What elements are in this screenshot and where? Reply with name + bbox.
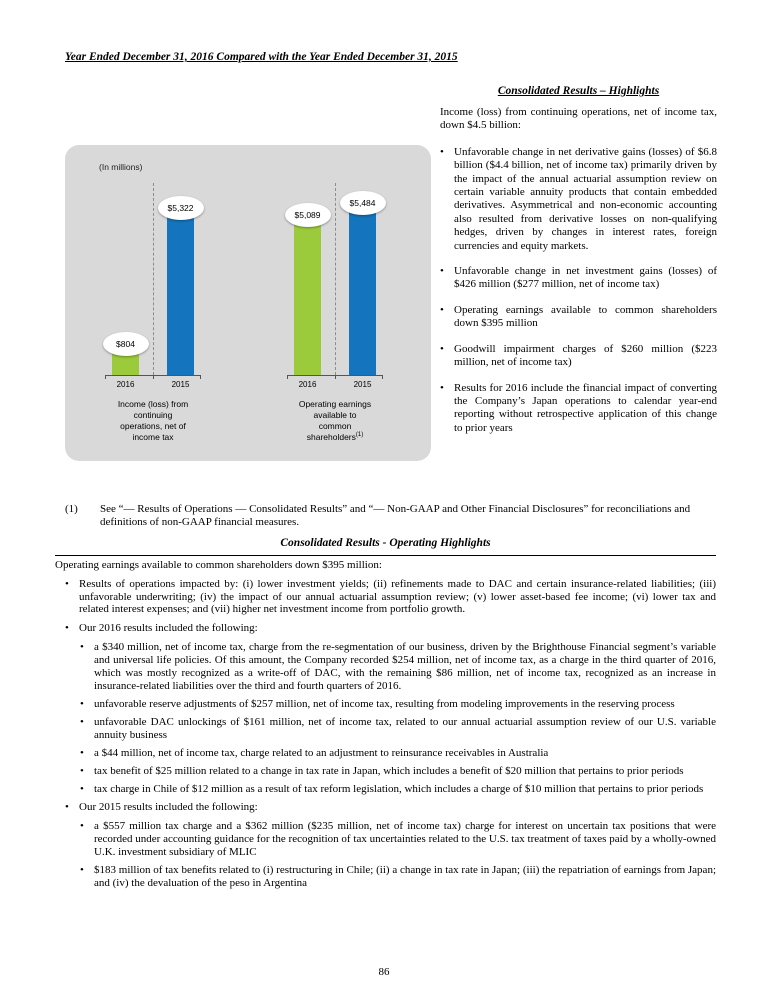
axis-tick bbox=[335, 375, 336, 379]
chart-group-1 bbox=[105, 183, 201, 455]
bullet-item bbox=[55, 765, 716, 778]
bullet-text: Unfavorable change in net derivative gains (losses) of $6.8 billion ($4.4 billion, net of income tax) primarily driven by the impact of the annual actuarial assumption review on certain variable annuity products that contain embedded derivatives. Asymmetrical and non-economic accounting also resulted from derivative losses on non-qualifying hedges, driven by changes in interest rates, foreign currencies and equity markets. bbox=[454, 145, 717, 252]
bullet-marker: • bbox=[440, 342, 444, 355]
year-label: 2015 bbox=[171, 380, 190, 389]
bullet-marker: • bbox=[80, 783, 84, 796]
bullet-text: tax benefit of $25 million related to a change in tax rate in Japan, which includes a benefit of $20 million that pertains to prior periods bbox=[94, 765, 684, 778]
bullet-text: Our 2016 results included the following: bbox=[79, 622, 258, 635]
axis-tick bbox=[200, 375, 201, 379]
dashed-gridline bbox=[153, 183, 154, 375]
value-bubble: $804 bbox=[103, 332, 149, 356]
footnote bbox=[65, 503, 717, 530]
year-label: 2016 bbox=[116, 380, 135, 389]
bullet-marker: • bbox=[65, 622, 69, 635]
dashed-gridline bbox=[335, 183, 336, 375]
bullet-marker: • bbox=[440, 303, 444, 316]
page-main-heading: Year Ended December 31, 2016 Compared with the Year Ended December 31, 2015 bbox=[65, 51, 458, 63]
bar-2015 bbox=[349, 210, 376, 375]
bullet-marker: • bbox=[65, 577, 69, 590]
bullet-marker: • bbox=[80, 747, 84, 760]
bullet-marker: • bbox=[440, 145, 444, 158]
chart-group-caption: Operating earnings available to common shareholders$^{(1)}$ bbox=[298, 399, 372, 442]
axis-tick bbox=[287, 375, 288, 379]
footnote-text: See “— Results of Operations — Consolidated Results” and “— Non-GAAP and Other Financial Disclosures” for reconciliations and definitions of non-GAAP financial measures. bbox=[100, 503, 691, 529]
chart-group-2 bbox=[287, 183, 383, 455]
axis-tick bbox=[153, 375, 154, 379]
bullet-marker: • bbox=[80, 820, 84, 833]
bullet-text: Our 2015 results included the following: bbox=[79, 801, 258, 814]
bullet-item bbox=[55, 641, 716, 693]
year-label: 2016 bbox=[298, 380, 317, 389]
bullet-text: a $557 million tax charge and a $362 million ($235 million, net of income tax) charge for interest on uncertain tax positions that were recorded under accounting guidance for the recognition of tax uncertainties related to the U.S. tax treatment of taxes paid by a wholly-owned U.K. investment subsidiary of MLIC bbox=[94, 820, 716, 858]
bullet-text: Results for 2016 include the financial impact of converting the Company’s Japan operations to calendar year-end reporting without retrospective application of this change to prior years bbox=[454, 381, 717, 434]
value-bubble: $5,484 bbox=[340, 191, 386, 215]
bar-2015 bbox=[167, 215, 194, 375]
bullet-item bbox=[440, 343, 717, 370]
bullet-text: a $340 million, net of income tax, charge from the re-segmentation of our business, driven by the Brighthouse Financial segment’s variable and universal life policies. Of this amount, the Company recorded $254 million, net of income tax, as a charge in the third quarter of 2016, which was mostly recognized as a write-off of DAC, with the remaining $86 million, net of income tax, recognized as an increase in insurance-related liabilities over the third and fourth quarters of 2016. bbox=[94, 641, 716, 693]
bullet-item bbox=[440, 146, 717, 253]
bullet-text: $183 million of tax benefits related to (i) restructuring in Chile; (ii) a change in tax rate in Japan; (iii) the repatriation of earnings from Japan; and (iv) the devaluation of the peso in Argentina bbox=[94, 863, 716, 889]
chart-units-label: (In millions) bbox=[99, 162, 143, 172]
operating-bullets bbox=[55, 578, 716, 890]
bullet-item bbox=[55, 698, 716, 711]
operating-intro: Operating earnings available to common shareholders down $395 million: bbox=[55, 558, 382, 571]
bullet-item bbox=[440, 382, 717, 436]
bullet-marker: • bbox=[440, 381, 444, 394]
operating-heading: Consolidated Results - Operating Highlights bbox=[55, 537, 716, 556]
highlights-heading: Consolidated Results – Highlights bbox=[497, 85, 660, 97]
highlights-intro: Income (loss) from continuing operations, net of income tax, down $4.5 billion: bbox=[440, 106, 717, 132]
bullet-text: Goodwill impairment charges of $260 million ($223 million, net of income tax) bbox=[454, 342, 717, 369]
bullet-marker: • bbox=[80, 698, 84, 711]
bullet-item bbox=[55, 622, 716, 635]
chart-group-caption: Income (loss) from continuing operations, net of income tax bbox=[117, 399, 189, 442]
footnote-marker: (1) bbox=[65, 503, 78, 515]
bullet-marker: • bbox=[65, 801, 69, 814]
bullet-text: unfavorable reserve adjustments of $257 million, net of income tax, resulting from modeling improvements in the reserving process bbox=[94, 698, 675, 711]
bullet-marker: • bbox=[80, 641, 84, 654]
bullet-item bbox=[55, 716, 716, 742]
value-bubble: $5,322 bbox=[158, 196, 204, 220]
bullet-text: Unfavorable change in net investment gains (losses) of $426 million ($277 million, net of income tax) bbox=[454, 265, 717, 291]
bar-chart-panel bbox=[65, 145, 431, 461]
bullet-text: Results of operations impacted by: (i) lower investment yields; (ii) refinements made to DAC and certain insurance-related liabilities; (iii) unfavorable underwriting; (iv) the impact of our annual actuarial assumption review; (v) lower asset-based fee income; (vi) lower tax and related interest expenses; and (vii) higher net investment income from portfolio growth. bbox=[79, 577, 716, 616]
bullet-text: a $44 million, net of income tax, charge related to an adjustment to reinsurance receivables in Australia bbox=[94, 747, 549, 760]
bullet-item bbox=[440, 304, 717, 331]
axis-tick bbox=[382, 375, 383, 379]
operating-section bbox=[55, 537, 716, 895]
bullet-text: tax charge in Chile of $12 million as a result of tax reform legislation, which includes a charge of $10 million that pertains to prior periods bbox=[94, 783, 704, 796]
bullet-text: Operating earnings available to common shareholders down $395 million bbox=[454, 303, 717, 330]
bullet-item bbox=[55, 820, 716, 859]
bullet-item bbox=[55, 783, 716, 796]
bullet-item bbox=[55, 578, 716, 617]
highlights-bullets bbox=[440, 146, 717, 435]
value-bubble: $5,089 bbox=[285, 203, 331, 227]
axis-tick bbox=[105, 375, 106, 379]
bullet-marker: • bbox=[80, 863, 84, 876]
bullet-marker: • bbox=[80, 765, 84, 778]
bar-2016 bbox=[294, 222, 321, 375]
bullet-item bbox=[55, 747, 716, 760]
year-label: 2015 bbox=[353, 380, 372, 389]
bullet-text: unfavorable DAC unlockings of $161 million, net of income tax, related to our annual actuarial assumption review of our U.S. variable annuity business bbox=[94, 716, 716, 742]
bullet-item bbox=[55, 801, 716, 814]
highlights-section bbox=[440, 84, 717, 447]
bullet-item bbox=[440, 265, 717, 292]
bullet-item bbox=[55, 864, 716, 890]
bullet-marker: • bbox=[440, 265, 444, 278]
page-number: 86 bbox=[378, 966, 390, 978]
bullet-marker: • bbox=[80, 716, 84, 729]
